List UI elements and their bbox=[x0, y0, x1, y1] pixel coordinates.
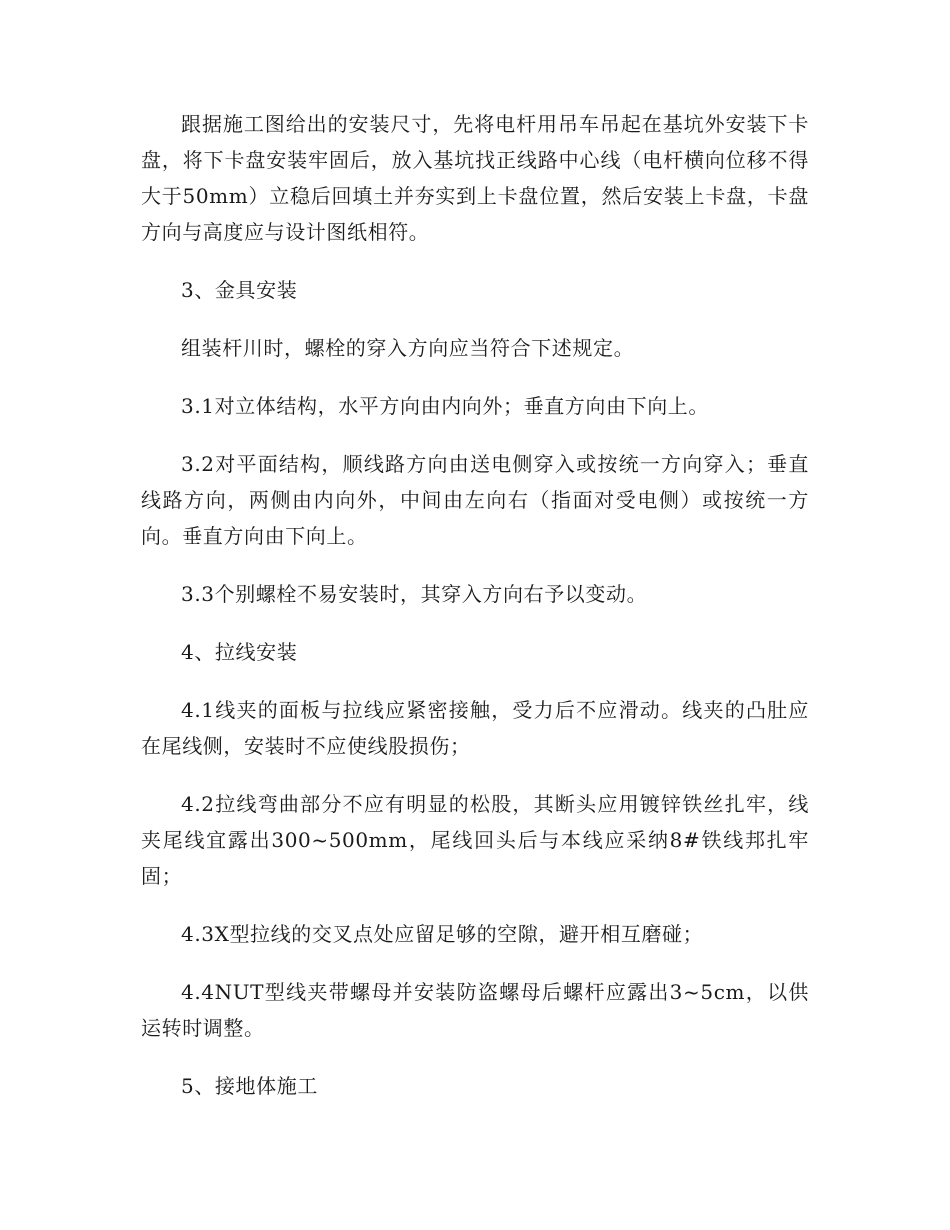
paragraph-rule-4-2: 4.2拉线弯曲部分不应有明显的松股，其断头应用镀锌铁丝扎牢，线夹尾线宜露出300~500mm，尾线回头后与本线应采纳8#铁线邦扎牢固； bbox=[141, 792, 809, 888]
heading-guy-wire-installation: 4、拉线安装 bbox=[181, 640, 298, 664]
paragraph-bolt-rules-intro: 组装杆川时，螺栓的穿入方向应当符合下述规定。 bbox=[181, 336, 635, 360]
document-body bbox=[141, 106, 809, 1104]
paragraph-pole-installation: 跟据施工图给出的安装尺寸，先将电杆用吊车吊起在基坑外安装下卡盘，将下卡盘安装牢固后，放入基坑找正线路中心线（电杆横向位移不得大于50mm）立稳后回填土并夯实到上卡盘位置，然后安装上卡盘，卡盘方向与高度应与设计图纸相符。 bbox=[141, 112, 809, 244]
heading-fittings-installation: 3、金具安装 bbox=[181, 278, 298, 302]
heading-grounding-construction: 5、接地体施工 bbox=[181, 1074, 318, 1098]
paragraph-rule-4-3: 4.3X型拉线的交叉点处应留足够的空隙，避开相互磨碰； bbox=[181, 922, 704, 946]
paragraph-rule-3-1: 3.1对立体结构，水平方向由内向外；垂直方向由下向上。 bbox=[181, 394, 710, 418]
paragraph-rule-4-4: 4.4NUT型线夹带螺母并安装防盗螺母后螺杆应露出3~5cm，以供运转时调整。 bbox=[141, 980, 809, 1040]
paragraph-rule-4-1: 4.1线夹的面板与拉线应紧密接触，受力后不应滑动。线夹的凸肚应在尾线侧，安装时不应使线股损伤； bbox=[141, 698, 809, 758]
paragraph-rule-3-3: 3.3个别螺栓不易安装时，其穿入方向右予以变动。 bbox=[181, 582, 648, 606]
paragraph-rule-3-2: 3.2对平面结构，顺线路方向由送电侧穿入或按统一方向穿入；垂直线路方向，两侧由内向外，中间由左向右（指面对受电侧）或按统一方向。垂直方向由下向上。 bbox=[141, 452, 809, 548]
